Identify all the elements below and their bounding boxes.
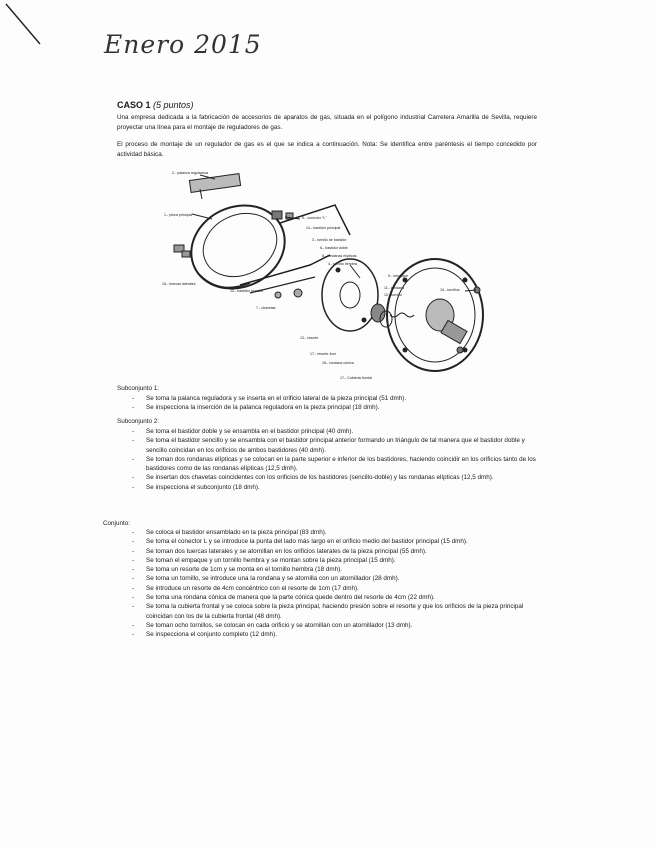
list-item: - Se introduce un resorte de 4cm concéntrico con el resorte de 1cm (17 dmh). [132, 584, 359, 592]
list-item: - Se toma el bastidor sencillo y se ensambla con el bastidor principal anterior formando un triángulo de tal manera que el bastidor doble y sencillo coincidan en los orificios de ambos bastidores (40 dmh). [132, 437, 525, 454]
connector-part [272, 211, 282, 219]
label-elliptic-washers: 8.- rondanas elípticas [322, 254, 357, 258]
list-item: - Se toma una rondana cónica de manera que la parte cónica quede dentro del resorte de 4cm (22 dmh). [132, 594, 435, 602]
label-conic-washer: 18.- rondana cónica [322, 361, 354, 365]
list-item: - Se toma un resorte de 1cm y se monta en el tornillo hembra (18 dmh). [132, 566, 342, 574]
list-item: - Se toma el bastidor doble y se ensambla en el bastidor principal (40 dmh). [132, 428, 354, 435]
label-double-frame: 6.- bastidor doble [320, 246, 348, 250]
label-spring: 13.- resorte [300, 336, 319, 340]
label-screw: 10.- tornillo [384, 293, 402, 297]
label-regulator-lever: 2.- palanca reguladora [172, 171, 208, 175]
regulator-lever-part [189, 174, 240, 199]
label-washer: 11.- rondana [384, 286, 405, 290]
label-connector-l: 5.- conector "L" [302, 216, 327, 220]
list-item: - Se inspecciona el subconjunto (18 dmh). [132, 483, 260, 491]
intro-paragraph: Una empresa dedicada a la fabricación de accesorios de aparatos de gas, situada en el polígono industrial Carretera Amarilla de Sevilla, requiere proyectar una línea para el montaje de reguladores de gas. [117, 114, 537, 131]
label-single-frame: 12.- bastidor sencillo [230, 289, 263, 293]
label-spring-4cm: 17.- resorte 4cm [310, 352, 337, 356]
label-frame-screw: 3.- tornillo de bastidor [312, 238, 347, 242]
list-item: - Se toman dos rondanas elípticas y se colocan en la parte superior e inferior de los bastidores, haciendo coincidir en los orificios tanto de los bastidores como de las rondanas elípticas (12,5 dmh). [132, 455, 536, 473]
process-paragraph: El proceso de montaje de un regulador de gas es el que se indica a continuación. Nota: Se identifica entre paréntesis el tiempo concedido por actividad básica. [117, 141, 537, 158]
list-item: - Se toman dos tuercas laterales y se atornillan en los orificios laterales de la pieza principal (55 dmh). [132, 547, 427, 555]
list-item: - Se toman ocho tornillos, se colocan en cada orificio y se atornillan con un atornillador (13 dmh). [132, 621, 413, 629]
list-item: - Se coloca el bastidor ensamblado en la pieza principal (83 dmh). [132, 529, 327, 536]
list-item: - Se inspecciona el conjunto completo (12 dmh). [132, 631, 277, 639]
list-item: - Se toma la cubierta frontal y se coloca sobre la pieza principal, haciendo presión sobre el resorte y que los orificios de la pieza principal coincidan con los de la cubierta frontal (48 dmh). [132, 603, 524, 620]
label-keys: 7.- chavetas [256, 306, 276, 310]
label-screws: 15.- tornillos [440, 288, 460, 292]
screw-part [457, 347, 463, 353]
frame-parts [240, 205, 350, 298]
subassembly-1-title: Subconjunto 1: [117, 385, 160, 392]
pen-stroke [0, 0, 60, 60]
label-side-nuts: 16.- tuercas laterales [162, 282, 196, 286]
subassembly-2-title: Subconjunto 2: [117, 418, 160, 425]
label-gasket: 9.- empaque [388, 274, 409, 278]
list-item: - Se toman el empaque y un tornillo hembra y se montan sobre la pieza principal (15 dmh). [132, 556, 396, 564]
exploded-diagram [160, 165, 495, 385]
spring-part [371, 304, 414, 327]
assembly-list [128, 528, 548, 640]
case-points: (5 puntos) [153, 100, 194, 110]
subassembly-2-list [128, 427, 538, 492]
subassembly-1-list [128, 394, 538, 413]
label-female-screw: 4.- tornillo hembra [328, 262, 357, 266]
list-item: - Se toma la palanca reguladora y se inserta en el orificio lateral de la pieza principal (51 dmh). [132, 395, 407, 402]
side-nut-part [182, 251, 190, 257]
list-item: - Se toma el conector L y se introduce la punta del lado más largo en el orificio medio del bastidor principal (15 dmh). [132, 538, 468, 546]
handwritten-date: Enero 2015 [104, 30, 262, 59]
assembly-title: Conjunto: [103, 520, 130, 527]
label-main-piece: 1.- pieza principal [164, 213, 193, 217]
case-title-text: CASO 1 [117, 100, 151, 110]
main-piece-part [178, 190, 299, 303]
label-front-cover: 17.- Cubierta frontal [340, 376, 372, 380]
list-item: - Se insertan dos chavetas coincidentes con los orificios de los bastidores (sencillo-doble) y las rondanas elípticas (12,5 dmh). [132, 474, 494, 482]
gasket-part [322, 259, 378, 331]
list-item: - Se toma un tornillo, se introduce una la rondana y se atornilla con un atornillador (28 dmh). [132, 575, 400, 583]
label-main-frame: 14.- bastidor principal [306, 226, 341, 230]
list-item: - Se inspecciona la inserción de la palanca reguladora en la pieza principal (18 dmh). [132, 404, 380, 412]
case-title [117, 100, 194, 110]
